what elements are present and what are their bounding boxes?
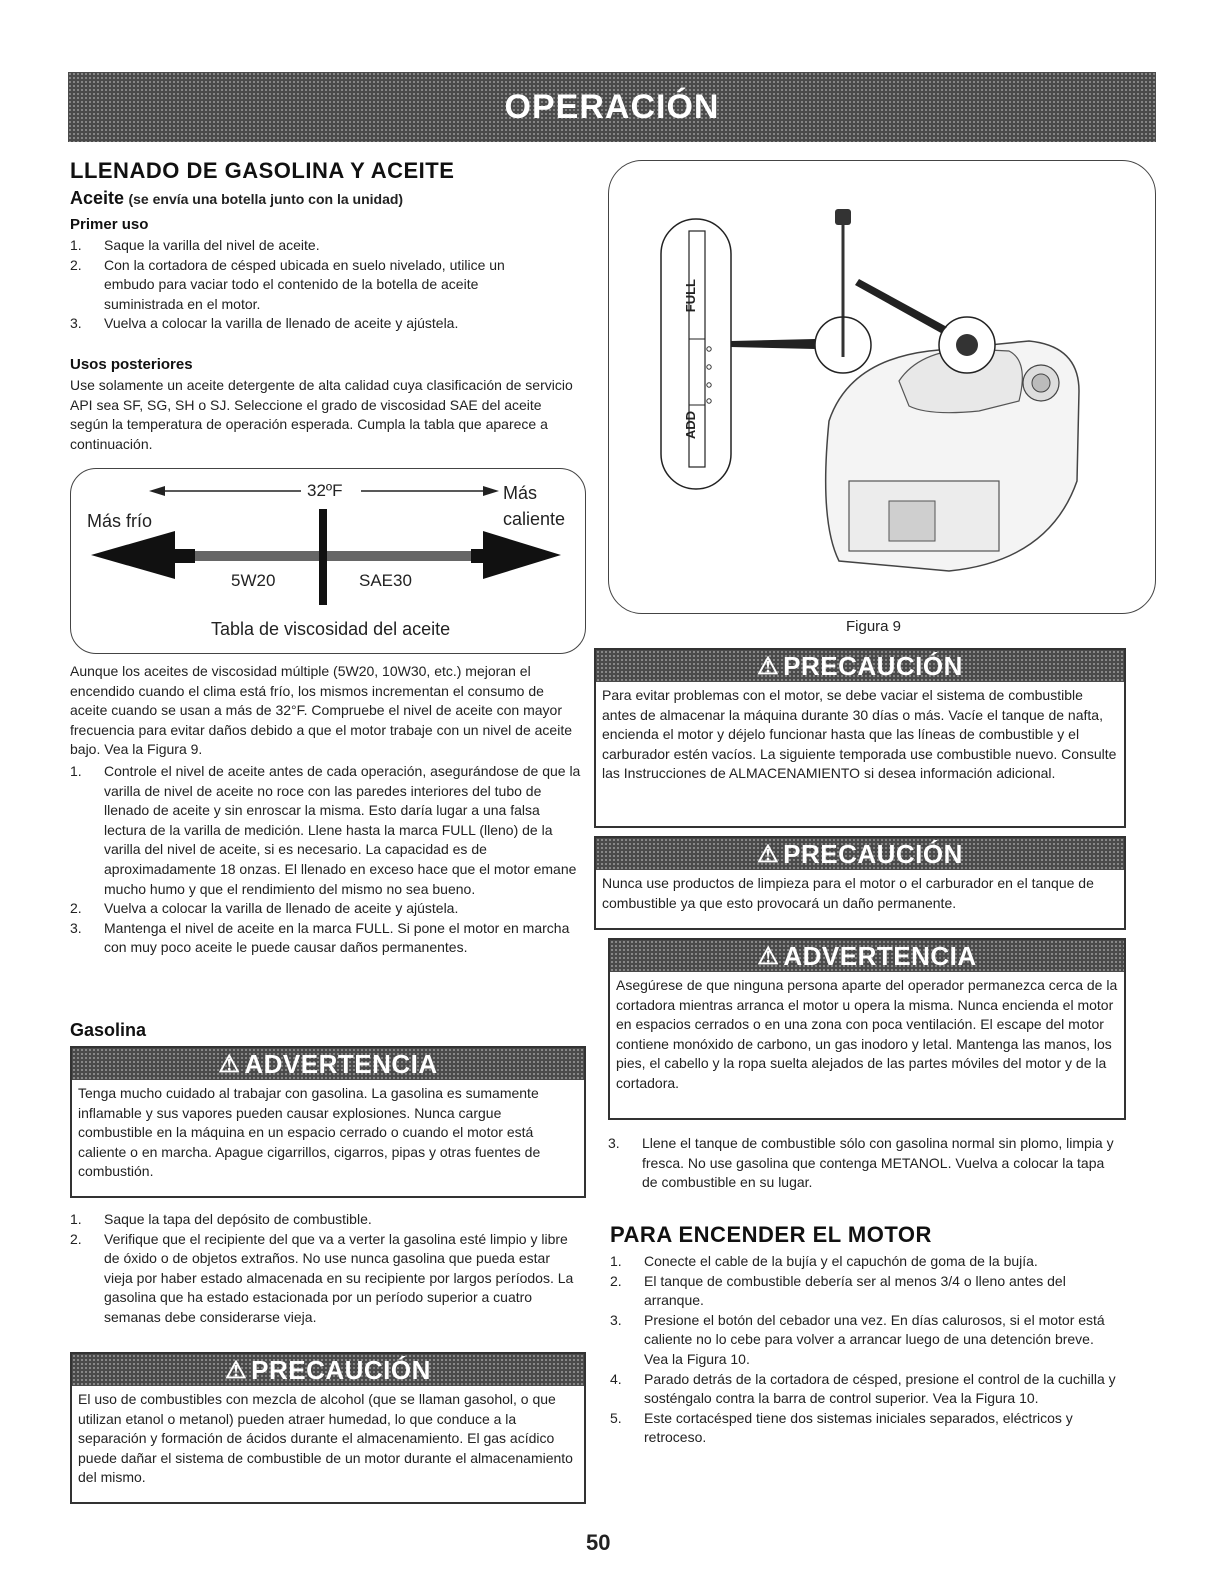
caution-box-storage (594, 648, 1126, 828)
chart-caption: Tabla de viscosidad del aceite (211, 619, 451, 639)
cold-arrow-head (91, 531, 175, 579)
later-use-text: Use solamente un aceite detergente de alta calidad cuya clasificación de servicio API sea SF, SG, SH o SJ. Seleccione el grado de viscosidad SAE del aceite según la temperatura de operación esperada. Cumpla la tabla que aparece a continuación. (70, 377, 573, 452)
list-item: 2. Vuelva a colocar la varilla de llenado de aceite y ajústela. (70, 900, 459, 917)
oil-title: Aceite (70, 188, 125, 208)
caution-cleaning-title: PRECAUCIÓN (783, 838, 963, 869)
start-steps (610, 1252, 1120, 1448)
warning-operator-title: ADVERTENCIA (783, 940, 977, 971)
dipstick-full-label: FULL (683, 279, 698, 313)
gas-warning-header (72, 1048, 584, 1080)
gas-warning-title: ADVERTENCIA (244, 1048, 438, 1079)
first-use-title: Primer uso (70, 216, 149, 233)
banner-title: OPERACIÓN (504, 87, 720, 126)
list-item: 3. Presione el botón del cebador una vez. En días calurosos, si el motor está caliente no lo cebe para volver a arrancar luego de una detención breve. Vea la Figura 10. (610, 1311, 1105, 1367)
section-banner (68, 72, 1156, 142)
list-item: 1. Saque la varilla del nivel de aceite. (70, 237, 320, 253)
dipstick-add-label: ADD (683, 411, 698, 440)
check-steps (70, 762, 582, 958)
warning-icon: ⚠ (218, 1050, 241, 1078)
caution-icon: ⚠ (757, 840, 780, 868)
warning-box-operator (608, 938, 1126, 1120)
list-item: 1. Conecte el cable de la bujía y el capuchón de goma de la bujía. (610, 1253, 1038, 1269)
warning-operator-header (610, 940, 1124, 972)
list-item: 2. El tanque de combustible debería ser al menos 3/4 o lleno antes del arranque. (610, 1272, 1066, 1309)
cold-band (195, 551, 319, 561)
hot-label-1: Más (503, 483, 538, 503)
cold-arrow-shaft (175, 549, 195, 563)
gas-caution-text: El uso de combustibles con mezcla de alcohol (que se llaman gasohol, o que utilizan etanol o metanol) pueden atraer humedad, lo que conduce a la separación y formación de ácidos durante el almacenamiento. El gas acídico puede dañar el sistema de combustible de un motor durante el almacenamiento del mismo. (78, 1391, 573, 1486)
warning-icon: ⚠ (757, 942, 780, 970)
high-grade-label: SAE30 (359, 571, 412, 590)
cold-label: Más frío (87, 511, 153, 531)
figure-caption: Figura 9 (846, 618, 902, 635)
caution-icon: ⚠ (225, 1356, 248, 1384)
caution-cleaning-header (596, 838, 1124, 870)
temp-divider (319, 509, 327, 605)
list-item: 2. Con la cortadora de césped ubicada en suelo nivelado, utilice un embudo para vaciar todo el contenido de la botella de aceite suministrada en el motor. (70, 256, 505, 312)
gas-caution-box (70, 1352, 586, 1504)
leader-cap (855, 279, 947, 333)
engine-illustration (609, 161, 1155, 613)
gas-caution-title: PRECAUCIÓN (251, 1354, 431, 1385)
temp-label: 32ºF (307, 481, 343, 500)
list-item: 3. Mantenga el nivel de aceite en la marca FULL. Si pone el motor en marcha con muy poco aceite le puede causar daños permanentes. (70, 919, 570, 956)
leader-dipstick (731, 339, 815, 349)
hot-label-2: caliente (503, 509, 566, 529)
viscosity-chart (70, 468, 586, 654)
list-item: 5. Este cortacésped tiene dos sistemas iniciales separados, eléctricos y retroceso. (610, 1409, 1073, 1446)
gas-steps (70, 1210, 582, 1328)
hot-arrow-head (483, 531, 561, 579)
first-use-steps (70, 236, 550, 334)
warning-operator-text: Asegúrese de que ninguna persona aparte del operador permanezca cerca de la cortadora mientras arranca el motor u opera la misma. Nunca encienda el motor en espacios cerrados o en una zona con poca ventilación. El escape del motor contiene monóxido de carbono, un gas inodoro y letal. Mantenga las manos, los pies, el cabello y la ropa suelta alejados de las partes móviles del motor y de la cortadora. (616, 977, 1118, 1091)
section-title: LLENADO DE GASOLINA Y ACEITE (70, 158, 455, 183)
figure-9 (608, 160, 1156, 614)
gas-title: Gasolina (70, 1020, 147, 1040)
list-item: 2. Verifique que el recipiente del que va a verter la gasolina esté limpio y libre de óxido o de objetos extraños. No use nunca gasolina que pueda estar vieja por haber estado almacenada en su recipiente por largos períodos. La gasolina que ha estado estacionada por un período superior a cuatro semanas debe considerarse vieja. (70, 1230, 574, 1325)
gas-warning-text: Tenga mucho cuidado al trabajar con gasolina. La gasolina es sumamente inflamable y sus vapores pueden causar explosiones. Nunca cargue combustible en la máquina en un espacio cerrado o cuando el motor está caliente o en marcha. Apague cigarrillos, cigarros, pipas y otras fuentes de combustión. (78, 1085, 541, 1180)
later-use-title: Usos posteriores (70, 356, 193, 373)
hot-arrow-shaft (471, 549, 485, 563)
caution-storage-header (596, 650, 1124, 682)
start-title: PARA ENCENDER EL MOTOR (610, 1222, 932, 1247)
dipstick-handle (835, 209, 851, 225)
caution-storage-text: Para evitar problemas con el motor, se debe vaciar el sistema de combustible antes de almacenar la máquina durante 30 días o más. Vacíe el tanque de nafta, encienda el motor y déjelo funcionar hasta que las líneas de combustible y el carburador estén vacíos. La siguiente temporada use combustible nuevo. Consulte las Instrucciones de ALMACENAMIENTO si desea información adicional. (602, 687, 1117, 782)
list-item: 1. Saque la tapa del depósito de combustible. (70, 1211, 372, 1227)
gas-warning-box (70, 1046, 586, 1198)
page-number: 50 (586, 1530, 611, 1555)
caution-cleaning-text: Nunca use productos de limpieza para el motor o el carburador en el tanque de combustible ya que esto provocará un daño permanente. (602, 875, 1094, 911)
top-arrow-left (149, 486, 165, 496)
list-item: 4. Parado detrás de la cortadora de césped, presione el control de la cuchilla y sosténgalo contra la barra de control superior. Vea la Figura 10. (610, 1370, 1116, 1407)
list-item: 3. Llene el tanque de combustible sólo con gasolina normal sin plomo, limpia y fresca. No use gasolina que contenga METANOL. Vuelva a colocar la tapa de combustible en su lugar. (608, 1135, 1114, 1191)
oil-note: (se envía una botella junto con la unidad) (128, 191, 404, 207)
multi-visc-text: Aunque los aceites de viscosidad múltiple (5W20, 10W30, etc.) mejoran el encendido cuando el clima está frío, los mismos incrementan el consumo de aceite cuando se usan a más de 32°F. Compruebe el nivel de aceite con mayor frecuencia para evitar daños debido a que el motor trabaje con un nivel de aceite bajo. Vea la Figura 9. (70, 663, 572, 758)
caution-storage-title: PRECAUCIÓN (783, 650, 963, 681)
low-grade-label: 5W20 (231, 571, 276, 590)
list-item: 1. Controle el nivel de aceite antes de cada operación, asegurándose de que la varilla de nivel de aceite no roce con las paredes interiores del tubo de llenado de aceite y sin enroscar la misma. Esto daría lugar a una falsa lectura de la varilla de medición. Llene hasta la marca FULL (lleno) de la varilla del nivel de aceite, si es necesario. La capacidad es de aproximadamente 18 onzas. El llenado en exceso hace que el motor emane mucho humo y que el rendimiento del mismo no sea bueno. (70, 763, 581, 897)
oil-heading (70, 188, 403, 209)
gas-caution-header (72, 1354, 584, 1386)
caution-icon: ⚠ (757, 652, 780, 680)
list-item: 3. Vuelva a colocar la varilla de llenado de aceite y ajústela. (70, 315, 459, 332)
caution-box-cleaning (594, 836, 1126, 930)
fill-step (608, 1134, 1120, 1193)
hot-band (327, 551, 477, 561)
top-arrow-right (483, 486, 499, 496)
